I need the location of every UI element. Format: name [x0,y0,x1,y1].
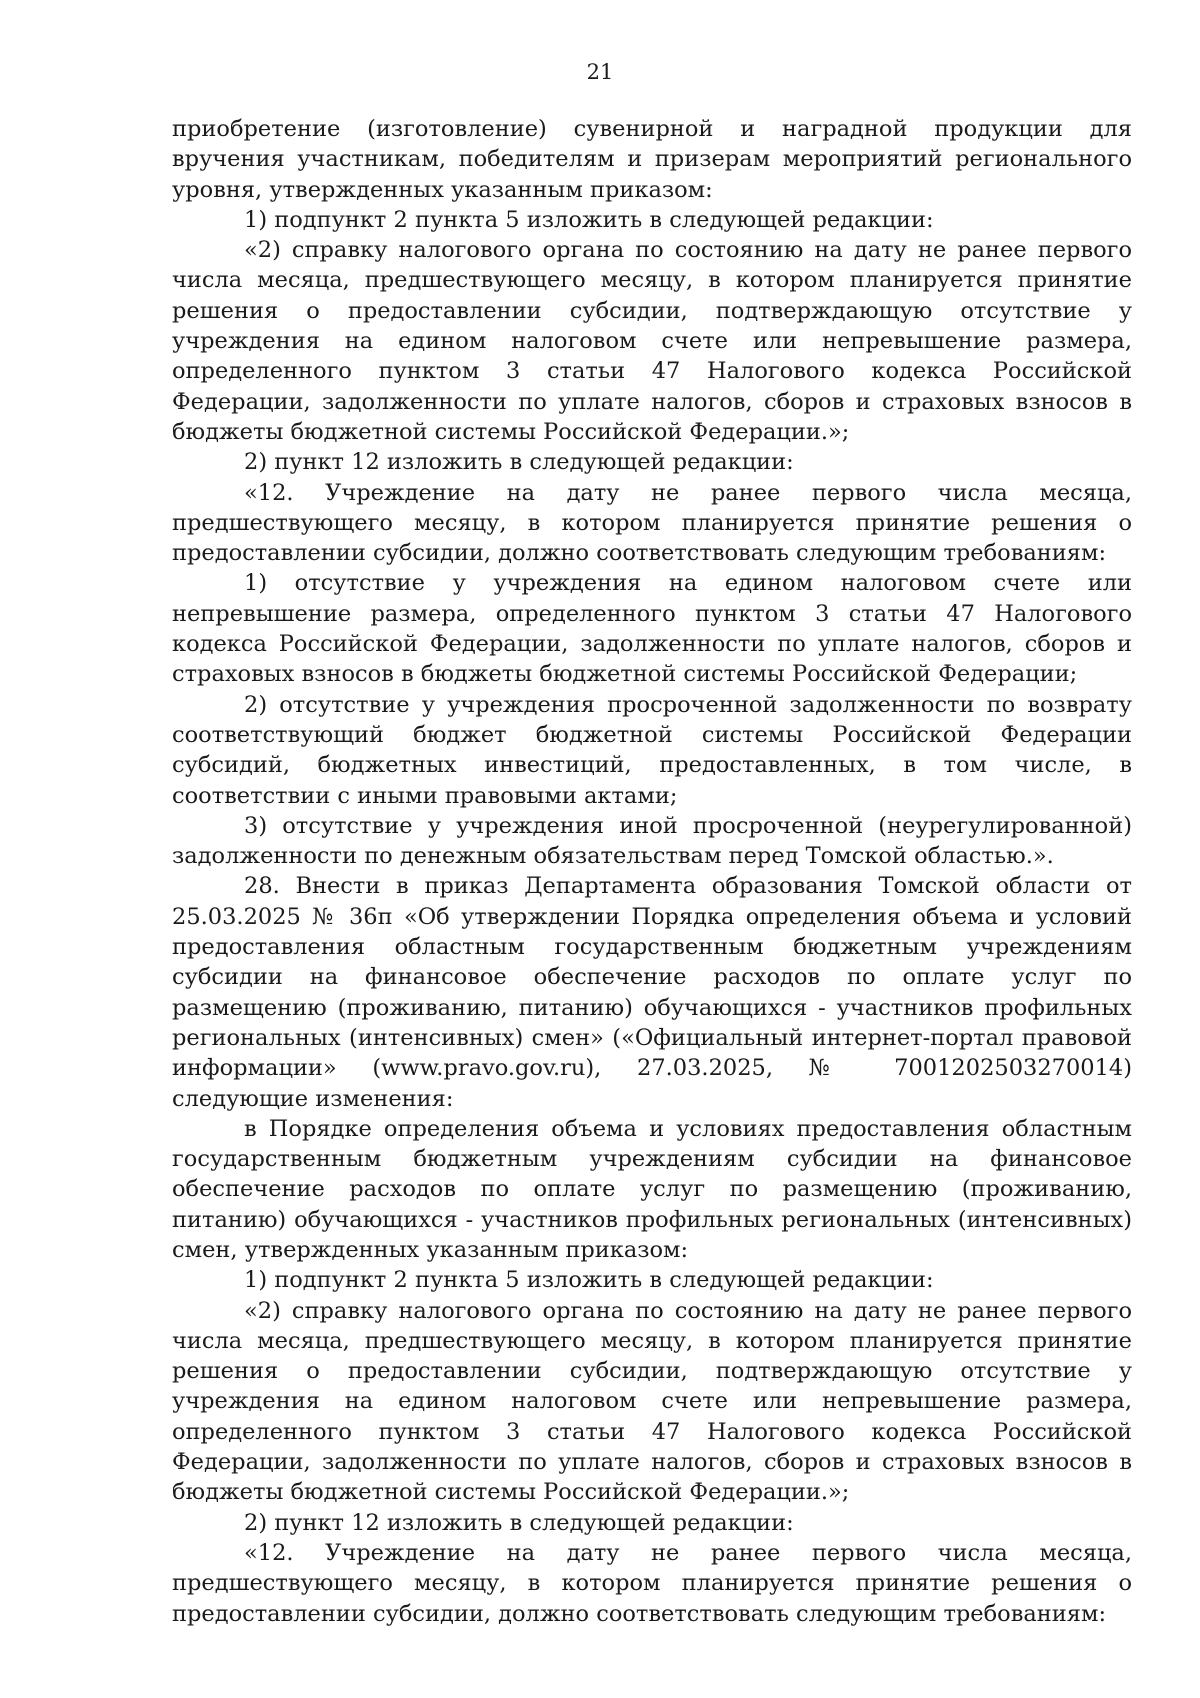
paragraph: 3) отсутствие у учреждения иной просроченной (неурегулированной) задолженности по денежным обязательствам перед Томской областью.». [172,812,1132,870]
paragraph: «2) справку налогового органа по состоянию на дату не ранее первого числа месяца, предшествующего месяцу, в котором планируется принятие решения о предоставлении субсидии, подтверждающую отсутствие у учреждения на едином налоговом счете или непревышение размера, определенного пунктом 3 статьи 47 Налогового кодекса Российской Федерации, задолженности по уплате налогов, сборов и страховых взносов в бюджеты бюджетной системы Российской Федерации.»; [172,1297,1132,1506]
paragraph: 28. Внести в приказ Департамента образования Томской области от 25.03.2025 № 36п «Об утверждении Порядка определения объема и условий предоставления областным государственным бюджетным учреждениям субсидии на финансовое обеспечение расходов по оплате услуг по размещению (проживанию, питанию) обучающихся - участников профильных региональных (интенсивных) смен» («Официальный интернет-портал правовой информации» (www.pravo.gov.ru), 27.03.2025, № 7001202503270014) следующие изменения: [172,873,1132,1112]
paragraph: «2) справку налогового органа по состоянию на дату не ранее первого числа месяца, предшествующего месяцу, в котором планируется принятие решения о предоставлении субсидии, подтверждающую отсутствие у учреждения на едином налоговом счете или непревышение размера, определенного пунктом 3 статьи 47 Налогового кодекса Российской Федерации, задолженности по уплате налогов, сборов и страховых взносов в бюджеты бюджетной системы Российской Федерации.»; [172,237,1132,445]
paragraph: «12. Учреждение на дату не ранее первого числа месяца, предшествующего месяцу, в котором планируется принятие решения о предоставлении субсидии, должно соответствовать следующим требованиям: [172,479,1132,567]
paragraph: в Порядке определения объема и условиях предоставления областным государственным бюджетным учреждениям субсидии на финансовое обеспечение расходов по оплате услуг по размещению (проживанию, питанию) обучающихся - участников профильных региональных (интенсивных) смен, утвержденных указанным приказом: [172,1115,1132,1263]
paragraph: 1) подпункт 2 пункта 5 изложить в следующей редакции: [244,1267,934,1294]
document-body [172,114,1132,1629]
paragraph: 2) пункт 12 изложить в следующей редакции: [244,449,794,476]
paragraph: 1) подпункт 2 пункта 5 изложить в следующей редакции: [244,206,934,233]
page-number: 21 [586,60,614,84]
paragraph: 2) пункт 12 изложить в следующей редакции: [244,1509,794,1536]
paragraph: 1) отсутствие у учреждения на едином налоговом счете или непревышение размера, определенного пунктом 3 статьи 47 Налогового кодекса Российской Федерации, задолженности по уплате налогов, сборов и страховых взносов в бюджеты бюджетной системы Российской Федерации; [172,570,1132,688]
paragraph: приобретение (изготовление) сувенирной и наградной продукции для вручения участникам, победителям и призерам мероприятий регионального уровня, утвержденных указанным приказом: [172,116,1132,203]
paragraph: 2) отсутствие у учреждения просроченной задолженности по возврату соответствующий бюджет бюджетной системы Российской Федерации субсидий, бюджетных инвестиций, предоставленных, в том числе, в соответствии с иными правовыми актами; [172,691,1132,809]
paragraph: «12. Учреждение на дату не ранее первого числа месяца, предшествующего месяцу, в котором планируется принятие решения о предоставлении субсидии, должно соответствовать следующим требованиям: [172,1539,1132,1627]
